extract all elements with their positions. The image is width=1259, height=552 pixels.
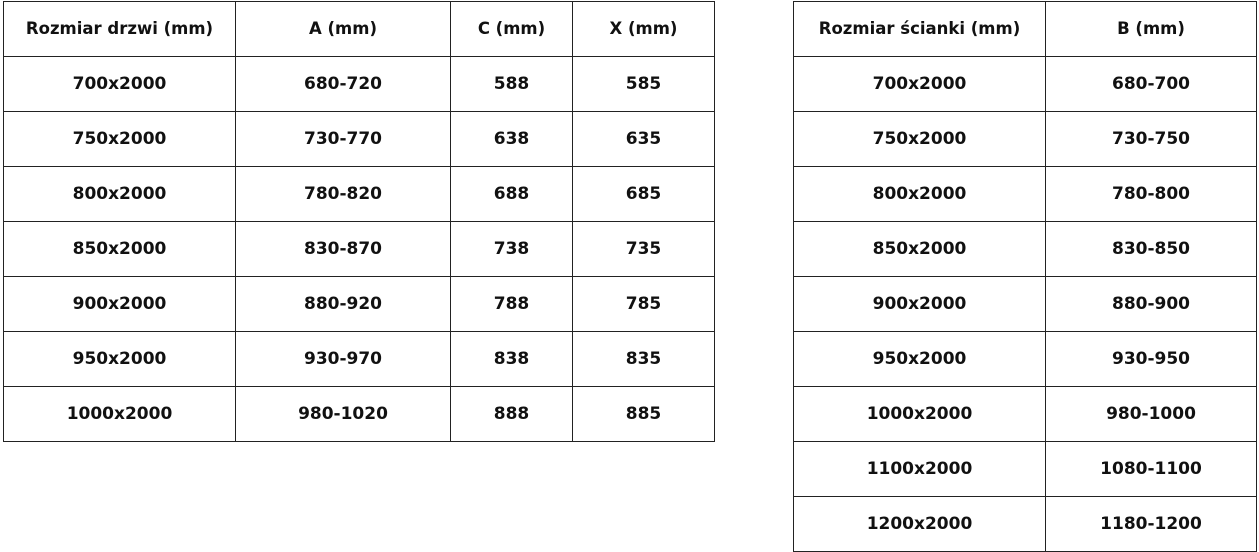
column-header-b: B (mm) — [1046, 2, 1257, 57]
cell-b: 730-750 — [1046, 112, 1257, 167]
table-row — [4, 222, 715, 277]
cell-b: 980-1000 — [1046, 387, 1257, 442]
cell-x: 785 — [573, 277, 715, 332]
cell-c: 738 — [451, 222, 573, 277]
cell-x: 685 — [573, 167, 715, 222]
table-row — [794, 57, 1257, 112]
cell-wall-size: 900x2000 — [794, 277, 1046, 332]
cell-wall-size: 750x2000 — [794, 112, 1046, 167]
cell-b: 680-700 — [1046, 57, 1257, 112]
wall-dimensions-table — [793, 1, 1257, 552]
table-row — [4, 387, 715, 442]
cell-door-size: 850x2000 — [4, 222, 236, 277]
cell-x: 585 — [573, 57, 715, 112]
table-row — [794, 112, 1257, 167]
cell-c: 688 — [451, 167, 573, 222]
cell-c: 638 — [451, 112, 573, 167]
table-row — [794, 332, 1257, 387]
cell-a: 930-970 — [236, 332, 451, 387]
cell-wall-size: 700x2000 — [794, 57, 1046, 112]
column-header-wall-size: Rozmiar ścianki (mm) — [794, 2, 1046, 57]
cell-x: 735 — [573, 222, 715, 277]
cell-a: 880-920 — [236, 277, 451, 332]
cell-wall-size: 850x2000 — [794, 222, 1046, 277]
cell-b: 780-800 — [1046, 167, 1257, 222]
cell-c: 838 — [451, 332, 573, 387]
table-row — [4, 57, 715, 112]
cell-wall-size: 1200x2000 — [794, 497, 1046, 552]
cell-wall-size: 1100x2000 — [794, 442, 1046, 497]
table-row — [4, 277, 715, 332]
cell-c: 788 — [451, 277, 573, 332]
table-header-row — [794, 2, 1257, 57]
table-row — [794, 387, 1257, 442]
table-row — [4, 112, 715, 167]
table-row — [4, 167, 715, 222]
table-header-row — [4, 2, 715, 57]
cell-door-size: 1000x2000 — [4, 387, 236, 442]
cell-c: 588 — [451, 57, 573, 112]
cell-door-size: 950x2000 — [4, 332, 236, 387]
cell-b: 830-850 — [1046, 222, 1257, 277]
cell-door-size: 900x2000 — [4, 277, 236, 332]
table-row — [794, 497, 1257, 552]
column-header-a: A (mm) — [236, 2, 451, 57]
column-header-door-size: Rozmiar drzwi (mm) — [4, 2, 236, 57]
cell-a: 830-870 — [236, 222, 451, 277]
cell-a: 780-820 — [236, 167, 451, 222]
cell-a: 730-770 — [236, 112, 451, 167]
doors-dimensions-table — [3, 1, 715, 442]
cell-a: 680-720 — [236, 57, 451, 112]
cell-b: 1080-1100 — [1046, 442, 1257, 497]
cell-wall-size: 800x2000 — [794, 167, 1046, 222]
cell-door-size: 700x2000 — [4, 57, 236, 112]
table-row — [794, 442, 1257, 497]
cell-b: 1180-1200 — [1046, 497, 1257, 552]
table-row — [794, 167, 1257, 222]
cell-wall-size: 1000x2000 — [794, 387, 1046, 442]
cell-door-size: 800x2000 — [4, 167, 236, 222]
column-header-x: X (mm) — [573, 2, 715, 57]
cell-a: 980-1020 — [236, 387, 451, 442]
cell-c: 888 — [451, 387, 573, 442]
cell-x: 885 — [573, 387, 715, 442]
column-header-c: C (mm) — [451, 2, 573, 57]
cell-door-size: 750x2000 — [4, 112, 236, 167]
table-row — [794, 277, 1257, 332]
cell-b: 880-900 — [1046, 277, 1257, 332]
cell-x: 635 — [573, 112, 715, 167]
cell-wall-size: 950x2000 — [794, 332, 1046, 387]
cell-x: 835 — [573, 332, 715, 387]
cell-b: 930-950 — [1046, 332, 1257, 387]
table-row — [794, 222, 1257, 277]
table-row — [4, 332, 715, 387]
